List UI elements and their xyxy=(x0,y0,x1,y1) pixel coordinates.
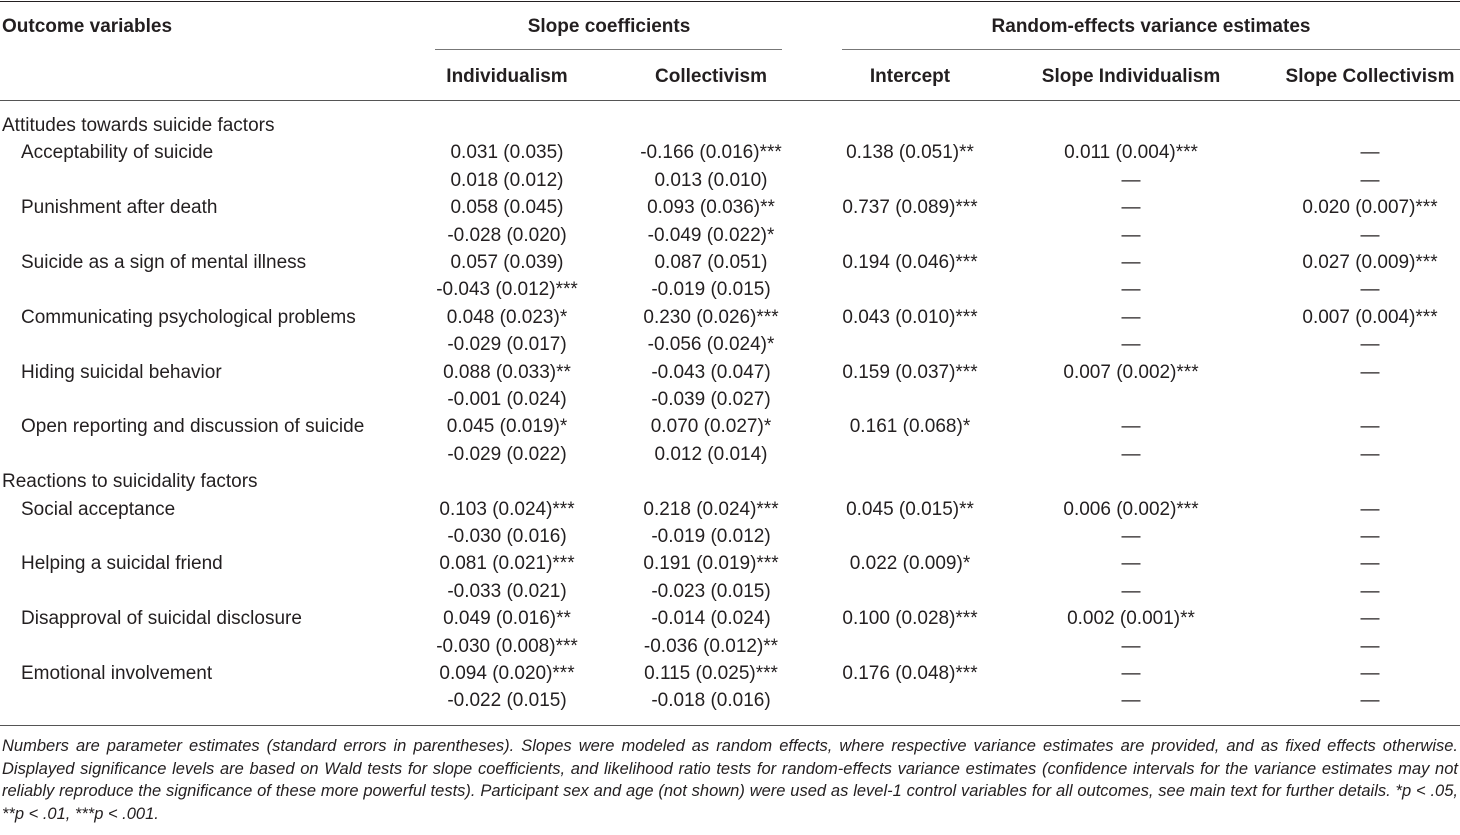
cell-collectivism: 0.093 (0.036)** xyxy=(647,197,775,219)
cell-slope-collectivism: — xyxy=(1360,608,1380,630)
cell-slope-individualism: — xyxy=(1121,526,1141,547)
cell-slope-collectivism: 0.007 (0.004)*** xyxy=(1302,306,1438,328)
cell-slope-individualism: 0.002 (0.001)** xyxy=(1067,608,1195,630)
cell-slope-collectivism: — xyxy=(1360,580,1380,602)
cell-slope-collectivism: — xyxy=(1360,443,1380,465)
column-header-collectivism: Collectivism xyxy=(655,66,767,87)
cell-individualism: 0.048 (0.023)* xyxy=(446,306,568,328)
cell-collectivism: -0.049 (0.022)* xyxy=(647,224,775,246)
cell-slope-collectivism: — xyxy=(1360,526,1380,547)
cell-collectivism: 0.013 (0.010) xyxy=(654,169,768,191)
cell-slope-collectivism: — xyxy=(1360,361,1380,383)
cell-slope-collectivism: — xyxy=(1360,169,1380,191)
cell-slope-collectivism: 0.027 (0.009)*** xyxy=(1302,252,1438,273)
cell-slope-collectivism: — xyxy=(1360,142,1380,164)
cell-slope-individualism: — xyxy=(1121,224,1141,246)
cell-collectivism: -0.166 (0.016)*** xyxy=(640,142,782,164)
cell-slope-individualism: — xyxy=(1121,197,1141,219)
cell-slope-individualism: — xyxy=(1121,169,1141,191)
cell-slope-collectivism: — xyxy=(1360,224,1380,246)
cell-collectivism: -0.056 (0.024)* xyxy=(647,334,775,356)
cell-collectivism: 0.191 (0.019)*** xyxy=(643,553,779,575)
cell-collectivism: 0.230 (0.026)*** xyxy=(643,306,779,328)
cell-individualism: -0.030 (0.008)*** xyxy=(436,635,578,657)
cell-individualism: 0.094 (0.020)*** xyxy=(439,663,575,684)
cell-slope-individualism: — xyxy=(1121,580,1141,602)
cell-individualism: 0.088 (0.033)** xyxy=(443,361,571,383)
row-label: Punishment after death xyxy=(21,197,218,219)
cell-individualism: 0.045 (0.019)* xyxy=(446,416,568,438)
cell-slope-collectivism: 0.020 (0.007)*** xyxy=(1302,197,1438,219)
cell-individualism: 0.081 (0.021)*** xyxy=(439,553,575,575)
cell-individualism: 0.049 (0.016)** xyxy=(443,608,571,630)
cell-individualism: -0.033 (0.021) xyxy=(447,580,567,602)
cell-slope-collectivism: — xyxy=(1360,690,1380,712)
cell-collectivism: -0.018 (0.016) xyxy=(651,690,771,712)
cell-slope-individualism: — xyxy=(1121,443,1141,465)
cell-individualism: 0.103 (0.024)*** xyxy=(439,498,575,520)
cell-collectivism: 0.087 (0.051) xyxy=(654,252,768,273)
row-label: Open reporting and discussion of suicide xyxy=(21,416,365,438)
column-header-individualism: Individualism xyxy=(446,66,568,87)
cell-intercept: 0.138 (0.051)** xyxy=(846,142,974,164)
cell-individualism: -0.030 (0.016) xyxy=(447,526,567,547)
cell-intercept: 0.045 (0.015)** xyxy=(846,498,974,520)
cell-slope-collectivism: — xyxy=(1360,416,1380,438)
column-header-intercept: Intercept xyxy=(869,66,951,87)
cell-collectivism: -0.036 (0.012)** xyxy=(643,635,779,657)
cell-intercept: 0.737 (0.089)*** xyxy=(842,197,978,219)
cell-slope-individualism: — xyxy=(1121,416,1141,438)
row-label: Helping a suicidal friend xyxy=(21,553,223,575)
cell-slope-individualism: — xyxy=(1121,663,1141,684)
variance-group-rule xyxy=(842,49,1460,50)
cell-individualism: -0.001 (0.024) xyxy=(447,389,567,410)
cell-collectivism: 0.218 (0.024)*** xyxy=(643,498,779,520)
cell-slope-individualism: — xyxy=(1121,553,1141,575)
cell-slope-individualism: — xyxy=(1121,690,1141,712)
table-bottom-rule xyxy=(0,725,1460,726)
cell-slope-individualism: 0.011 (0.004)*** xyxy=(1064,142,1198,164)
cell-slope-collectivism: — xyxy=(1360,635,1380,657)
cell-slope-collectivism: — xyxy=(1360,498,1380,520)
cell-intercept: 0.176 (0.048)*** xyxy=(842,663,978,684)
cell-slope-collectivism: — xyxy=(1360,553,1380,575)
row-label: Acceptability of suicide xyxy=(21,142,214,164)
cell-collectivism: 0.012 (0.014) xyxy=(654,443,768,465)
cell-intercept: 0.194 (0.046)*** xyxy=(842,252,978,273)
cell-collectivism: -0.023 (0.015) xyxy=(651,580,771,602)
cell-individualism: 0.057 (0.039) xyxy=(450,252,564,273)
cell-individualism: 0.018 (0.012) xyxy=(450,169,564,191)
column-header-slope-collectivism: Slope Collectivism xyxy=(1285,66,1455,87)
cell-slope-individualism: — xyxy=(1121,279,1141,301)
outcome-variables-header: Outcome variables xyxy=(2,16,173,37)
row-label: Social acceptance xyxy=(21,498,176,520)
column-header-slope-individualism: Slope Individualism xyxy=(1041,66,1221,87)
cell-slope-collectivism: — xyxy=(1360,663,1380,684)
cell-collectivism: -0.039 (0.027) xyxy=(651,389,771,410)
cell-intercept: 0.022 (0.009)* xyxy=(849,553,971,575)
table-footnote: Numbers are parameter estimates (standard errors in parentheses). Slopes were modeled as random effects, where respective variance estimates are provided, and as fixed effects otherwise. Displayed significance levels are based on Wald tests for slope coefficients, and likelihood ratio tests for random-effects variance estimates (confidence intervals for the variance estimates may not reliably reproduce the significance of these more powerful tests). Participant sex and age (not shown) were used as level-1 control variables for all outcomes, see main text for further details. *p < .05, **p < .01, ***p < .001. xyxy=(2,737,1458,823)
section-heading: Attitudes towards suicide factors xyxy=(2,115,275,136)
cell-collectivism: -0.019 (0.015) xyxy=(651,279,771,301)
row-label: Emotional involvement xyxy=(21,663,213,684)
cell-slope-individualism: — xyxy=(1121,635,1141,657)
row-label: Hiding suicidal behavior xyxy=(21,361,222,383)
slope-group-rule xyxy=(435,49,782,50)
cell-individualism: -0.043 (0.012)*** xyxy=(436,279,578,301)
cell-individualism: -0.028 (0.020) xyxy=(447,224,567,246)
cell-individualism: -0.029 (0.017) xyxy=(447,334,567,356)
cell-intercept: 0.159 (0.037)*** xyxy=(842,361,978,383)
cell-individualism: 0.058 (0.045) xyxy=(450,197,564,219)
cell-collectivism: -0.019 (0.012) xyxy=(651,526,771,547)
cell-slope-collectivism: — xyxy=(1360,334,1380,356)
cell-collectivism: 0.070 (0.027)* xyxy=(650,416,772,438)
row-label: Suicide as a sign of mental illness xyxy=(21,252,307,273)
cell-collectivism: -0.043 (0.047) xyxy=(651,361,771,383)
table-top-rule xyxy=(0,1,1460,2)
slope-coefficients-header: Slope coefficients xyxy=(527,16,691,37)
cell-slope-individualism: 0.007 (0.002)*** xyxy=(1063,361,1199,383)
cell-individualism: 0.031 (0.035) xyxy=(450,142,564,164)
section-heading: Reactions to suicidality factors xyxy=(2,471,258,493)
header-bottom-rule xyxy=(0,100,1460,101)
cell-slope-individualism: 0.006 (0.002)*** xyxy=(1063,498,1199,520)
cell-slope-individualism: — xyxy=(1121,306,1141,328)
cell-individualism: -0.022 (0.015) xyxy=(447,690,567,712)
row-label: Communicating psychological problems xyxy=(21,306,356,328)
cell-individualism: -0.029 (0.022) xyxy=(447,443,567,465)
cell-collectivism: 0.115 (0.025)*** xyxy=(644,663,778,684)
cell-collectivism: -0.014 (0.024) xyxy=(651,608,771,630)
cell-slope-individualism: — xyxy=(1121,252,1141,273)
cell-slope-collectivism: — xyxy=(1360,279,1380,301)
row-label: Disapproval of suicidal disclosure xyxy=(21,608,302,630)
cell-intercept: 0.161 (0.068)* xyxy=(849,416,971,438)
cell-slope-individualism: — xyxy=(1121,334,1141,356)
cell-intercept: 0.043 (0.010)*** xyxy=(842,306,978,328)
cell-intercept: 0.100 (0.028)*** xyxy=(842,608,978,630)
variance-estimates-header: Random-effects variance estimates xyxy=(991,16,1311,37)
